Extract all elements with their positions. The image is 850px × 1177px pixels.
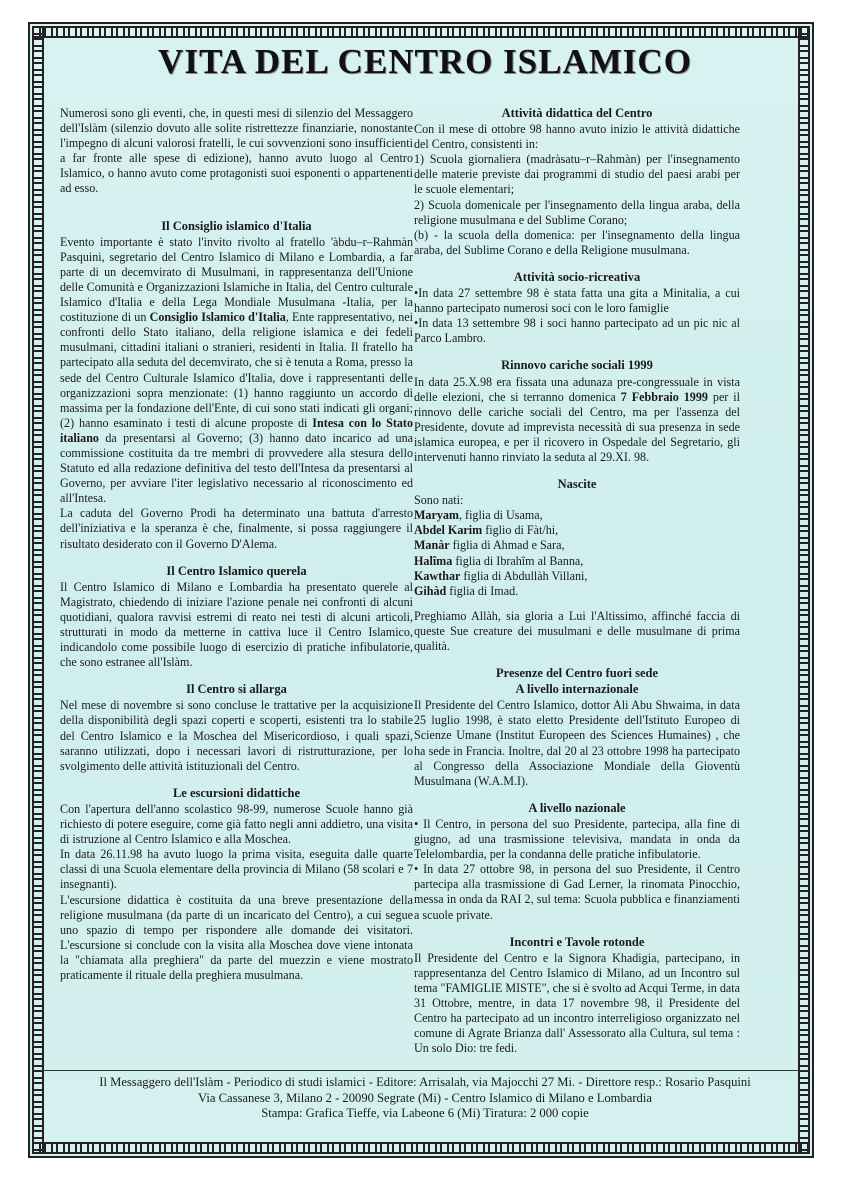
subsection-title-internazionale: A livello internazionale	[515, 682, 639, 697]
socio-paragraph-1: •In data 27 settembre 98 è stata fatta una gita a Minitalia, a cui hanno partecipato numerosi soci con le loro famiglie	[414, 286, 740, 316]
didattica-paragraph-2: 1) Scuola giornaliera (madràsatu–r–Rahmàn) per l'insegnamento delle materie previste dai programmi di studio del paesi arabi per le scuole elementari;	[414, 152, 740, 197]
nascite-intro: Sono nati:	[414, 493, 464, 508]
nascite-prayer: Preghiamo Allàh, sia gloria a Lui l'Altissimo, affinché faccia di queste Sue creature dei musulmani e delle musulmane di prima qualità.	[414, 608, 740, 653]
left-column	[60, 106, 413, 983]
section-title-allarga: Il Centro si allarga	[186, 682, 287, 697]
section-title-presenze: Presenze del Centro fuori sede	[496, 666, 658, 681]
list-item: Kawthar figlia di Abdullàh Villani,	[414, 568, 588, 583]
allarga-paragraph: Nel mese di novembre si sono concluse le trattative per la acquisizione della disponibilità degli spazi coperti e scoperti, esistenti tra lo stabile del Centro Islamico e la Moschea del Misericordioso, i quali spazi, saranno utilizzati, dopo i necessari lavori di ristrutturazione, per lo svolgimento delle attività istituzionali del Centro.	[60, 698, 413, 773]
intro-paragraph: Numerosi sono gli eventi, che, in questi mesi di silenzio del Messaggero dell'Islàm (silenzio dovuto alle solite ristrettezze finanziarie, nonostante l'impegno di alcuni valorosi fratelli, le cui sovvenzioni sono insufficienti a far fronte alle spese di edizione), hanno avuto luogo al Centro Islamico, o hanno avuto come protagonisti suoi esponenti o appartenenti ad esso.	[60, 106, 413, 196]
bold-consiglio: Consiglio Islamico d'Italia	[149, 310, 286, 325]
escursioni-paragraph-3: L'escursione didattica è costituita da una breve presentazione della religione musulmana (da parte di un incaricato del Centro), a cui segue uno spazio di tempo per rispondere alle domande dei visitatori. L'escursione si conclude con la visita alla Moschea dove viene intonata la "chiamata alla preghiera" da parte del muezzin e viene mostrato praticamente il rituale della preghiera musulmana.	[60, 892, 413, 982]
bold-date: 7 Febbraio 1999	[620, 389, 708, 404]
section-title-consiglio: Il Consiglio islamico d'Italia	[161, 218, 312, 233]
section-title-querela: Il Centro Islamico querela	[166, 563, 307, 578]
footer-line-3: Stampa: Grafica Tieffe, via Labeone 6 (Mi) Tiratura: 2 000 copie	[261, 1106, 589, 1120]
section-title-nazionale: A livello nazionale	[528, 800, 626, 815]
greek-key-border-left	[32, 26, 44, 1154]
didattica-paragraph-4: (b) - la scuola della domenica: per l'insegnamento della lingua araba, del Sublime Corano e della Religione musulmana.	[414, 227, 740, 257]
section-title-nascite: Nascite	[557, 477, 597, 492]
rinnovo-paragraph: In data 25.X.98 era fissata una adunaza pre-congressuale in vista delle elezioni, che si terranno domenica 7 Febbraio 1999 per il rinnovo delle cariche sociali del Centro, ma per l'assenza del Presidente, dovute ad imprevista necessità di sua presenza in sede islamica europea, e per il ricovero in Ospedale del Segretario, gli intervenuti hanno rinviato la seduta al 29.XI. 98.	[414, 374, 741, 464]
greek-key-border-top	[32, 26, 810, 38]
list-item: Gihàd figlia di Imad.	[414, 583, 519, 598]
escursioni-paragraph-2: In data 26.11.98 ha avuto luogo la prima visita, eseguita dalle quarte classi di una Scuola elementare della provincia di Milano (58 scolari e 7 insegnanti).	[60, 847, 413, 892]
greek-key-border-bottom	[32, 1142, 810, 1154]
list-item: Halîma figlia di Ibrahîm al Banna,	[414, 553, 584, 568]
socio-paragraph-2: •In data 13 settembre 98 i soci hanno partecipato ad un pic nic al Parco Lambro.	[414, 316, 740, 346]
section-title-rinnovo: Rinnovo cariche sociali 1999	[501, 358, 653, 373]
list-item: Maryam, figlia di Usama,	[414, 508, 543, 523]
section-title-socio: Attività socio-ricreativa	[513, 269, 641, 284]
consiglio-paragraph: Evento importante è stato l'invito rivolto al fratello 'àbdu–r–Rahmàn Pasquini, segretario del Centro Islamico di Milano e Lombardia, a far parte di un decemvirato di Musulmani, in rappresentanza dell'Unione delle Comunità e Organizzazioni Islamiche in Italia, del Centro culturale Islamico d'Italia e della Lega Mondiale Musulmana -Italia, per la costituzione di un Consiglio Islamico d'Italia, Ente rappresentativo, nei confronti dello Stato italiano, della religione islamica e dei fedeli musulmani, cittadini italiani o stranieri, residenti in Italia. Il fratello ha partecipato alla seduta del decemvirato, che si è tenuta a Roma, presso la sede del Centro Culturale Islamico d'Italia, dove i rappresentanti delle organizzazioni sopra menzionate: (1) hanno raggiunto un accordo di massima per la fondazione dell'Ente, di cui sono stati indicati gli organi; (2) hanno esaminato i testi di alcune proposte di Intesa con lo Stato italiano da presentarsi al Governo; (3) hanno dato incarico ad una commissione costituita da tre membri di provvedere alla stesura dello Statuto ed alla redazione definitiva del testo dell'Intesa da presentarsi al Governo, per avviare l'iter legislativo necessario al riconoscimento ed all'Intesa.	[60, 234, 413, 506]
footer-line-2: Via Cassanese 3, Milano 2 - 20090 Segrate (Mi) - Centro Islamico di Milano e Lombardia	[198, 1090, 652, 1105]
didattica-paragraph-3: 2) Scuola domenicale per l'insegnamento della lingua araba, della religione musulmana e del Sublime Corano;	[414, 197, 740, 227]
births-list	[414, 508, 740, 599]
right-column	[414, 106, 740, 1056]
section-title-incontri: Incontri e Tavole rotonde	[509, 934, 645, 949]
incontri-paragraph: Il Presidente del Centro e la Signora Khadigia, partecipano, in rappresentanza del Centro Islamico di Milano, ad un Incontro sul tema "FAMIGLIE MISTE", che si è svolto ad Acqui Terme, in data 31 Ottobre, mentre, in data 17 novembre 98, il Presidente del Centro ha partecipato ad un incontro interreligioso organizzato nel comune di Agrate Brianza dall' Assessorato alla Cultura, sul tema : Un solo Dio: tre fedi.	[414, 950, 740, 1056]
list-item: Manàr figlia di Ahmad e Sara,	[414, 538, 565, 553]
page-title: VITA DEL CENTRO ISLAMICO	[158, 42, 692, 81]
bold-intesa: Intesa con lo Stato italiano	[60, 415, 413, 445]
nazionale-paragraph-1: • Il Centro, in persona del suo Presidente, partecipa, alla fine di giugno, ad una trasmissione televisiva, mandata in onda da Telelombardia, per la condanna delle pratiche infibulatorie.	[414, 816, 740, 862]
list-item: Abdel Karim figlio di Fàt/hi,	[414, 523, 559, 538]
consiglio-paragraph-2: La caduta del Governo Prodi ha determinato una battuta d'arresto dell'iniziativa e la speranza è che, finalmente, si possa raggiungere il risultato desiderato con il Governo D'Alema.	[60, 506, 413, 551]
section-title-didattica: Attività didattica del Centro	[501, 106, 653, 120]
escursioni-paragraph-1: Con l'apertura dell'anno scolastico 98-99, numerose Scuole hanno già richiesto di potere eseguire, come già fatto negli anni addietro, una visita di istruzione al Centro Islamico e alla Moschea.	[60, 801, 413, 847]
internazionale-paragraph: Il Presidente del Centro Islamico, dottor Ali Abu Shwaima, in data 25 luglio 1998, è stato eletto Presidente dell'Istituto Europeo di Scienze Umane (Institut Europeen des Sciences Humaines) , che ha sede in Francia. Inoltre, dal 20 al 23 ottobre 1998 ha partecipato al Congresso della Associazione Mondiale della Gioventù Musulmana (W.A.M.I).	[414, 698, 740, 788]
querela-paragraph: Il Centro Islamico di Milano e Lombardia ha presentato querele al Magistrato, chiedendo di iniziare l'azione penale nei confronti di alcuni quotidiani, qualora ravvisi estremi di reato nei testi di alcuni articoli, strutturati in modo da metterne in cattiva luce il Centro Islamico, indicandolo come possibile luogo di esercizio di pratiche infibulatorie, che sono estranee all'Islàm.	[60, 579, 413, 670]
didattica-paragraph-1: Con il mese di ottobre 98 hanno avuto inizio le attività didattiche del Centro, consistenti in:	[414, 122, 740, 152]
footer-line-1: Il Messaggero dell'Islàm - Periodico di studi islamici - Editore: Arrisalah, via Majocchi 27 Mi. - Direttore resp.: Rosario Pasquini	[99, 1075, 751, 1089]
colophon-footer	[40, 1070, 810, 1122]
greek-key-border-right	[798, 26, 810, 1154]
section-title-escursioni: Le escursioni didattiche	[172, 785, 301, 800]
nazionale-paragraph-2: • In data 27 ottobre 98, in persona del suo Presidente, il Centro partecipa alla trasmissione di Gad Lerner, la rinomata Pinocchio, messa in onda da RAI 2, sul tema: Scuola pubblica e finanziamenti a scuole private.	[414, 862, 740, 922]
